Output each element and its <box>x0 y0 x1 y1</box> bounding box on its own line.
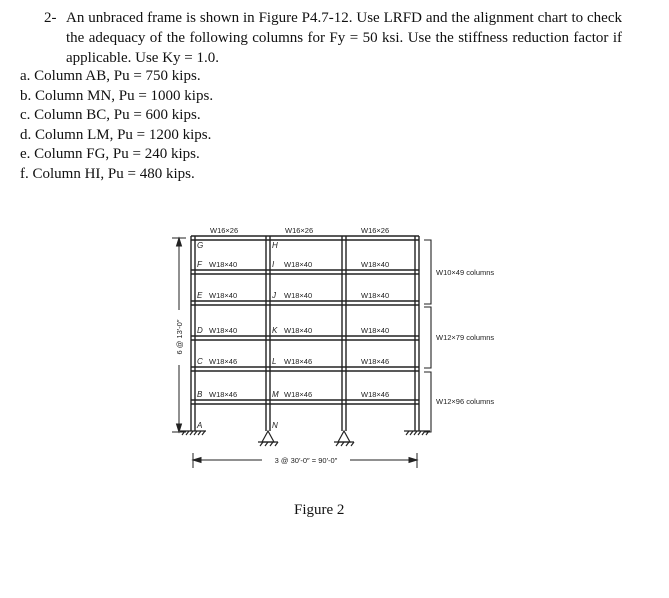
figure-caption: Figure 2 <box>294 502 345 518</box>
roof-beam-label-3: W16×26 <box>361 226 390 235</box>
width-dimension-label: 3 @ 30′-0″ = 90′-0″ <box>274 456 338 465</box>
column-group-w12x96: W12×96 columns <box>436 397 495 406</box>
column-group-w12x79: W12×79 columns <box>436 333 495 342</box>
beam-label-f3: W18×40 <box>361 260 390 269</box>
beam-label-d3: W18×40 <box>361 326 390 335</box>
column-group-brackets <box>424 240 431 432</box>
node-e: E <box>197 291 203 300</box>
part-d: d. Column LM, Pu = 1200 kips. <box>20 126 212 143</box>
question-text: An unbraced frame is shown in Figure P4.7-12. Use LRFD and the alignment chart to check the adequacy of the following columns for Fy = 50 ksi. Use the stiffness reduction factor if applicable. Use Ky = 1.0. <box>66 10 622 66</box>
part-a: a. Column AB, Pu = 750 kips. <box>20 68 201 84</box>
node-h: H <box>272 241 278 250</box>
roof-beam-label-1: W16×26 <box>210 226 239 235</box>
part-b: b. Column MN, Pu = 1000 kips. <box>20 87 214 104</box>
beam-label-c3: W18×46 <box>361 357 390 366</box>
node-f: F <box>197 260 202 269</box>
part-c: c. Column BC, Pu = 600 kips. <box>20 107 201 123</box>
node-n: N <box>272 421 278 430</box>
node-b: B <box>197 390 203 399</box>
beam-label-f2: W18×40 <box>284 260 313 269</box>
pin-support-3 <box>334 431 354 446</box>
height-dimension-label: 6 @ 13′-0″ <box>175 319 184 355</box>
beam-label-f1: W18×40 <box>209 260 238 269</box>
beam-label-b2: W18×46 <box>284 390 313 399</box>
node-l: L <box>272 357 277 366</box>
node-j: J <box>272 291 276 300</box>
pin-support-n <box>258 431 278 446</box>
supports <box>180 431 430 446</box>
node-g: G <box>197 241 204 250</box>
node-k: K <box>272 326 278 335</box>
part-f: f. Column HI, Pu = 480 kips. <box>20 165 195 182</box>
beam-label-b3: W18×46 <box>361 390 390 399</box>
beam-label-b1: W18×46 <box>209 390 238 399</box>
beam-label-c1: W18×46 <box>209 357 238 366</box>
node-a: A <box>197 421 203 430</box>
beam-label-c2: W18×46 <box>284 357 313 366</box>
beam-label-e1: W18×40 <box>209 291 238 300</box>
node-c: C <box>197 357 203 366</box>
roof-beam-label-2: W16×26 <box>285 226 314 235</box>
question-number: 2- <box>44 10 57 26</box>
node-m: M <box>272 390 279 399</box>
beam-label-d2: W18×40 <box>284 326 313 335</box>
beam-label-d1: W18×40 <box>209 326 238 335</box>
beam-label-e2: W18×40 <box>284 291 313 300</box>
node-i: I <box>272 260 275 269</box>
node-d: D <box>197 326 203 335</box>
column-group-w10x49: W10×49 columns <box>436 268 495 277</box>
part-e: e. Column FG, Pu = 240 kips. <box>20 146 200 162</box>
beam-label-e3: W18×40 <box>361 291 390 300</box>
